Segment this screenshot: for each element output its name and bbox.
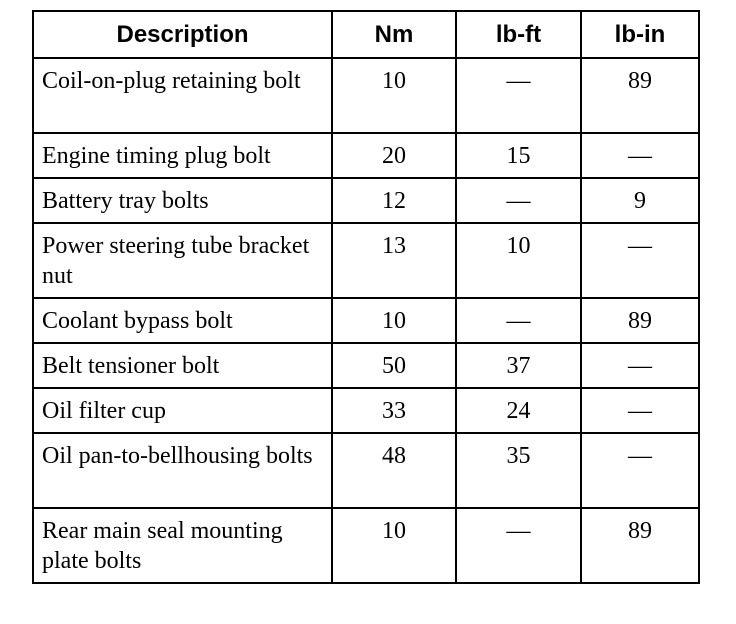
row-description: Engine timing plug bolt xyxy=(33,133,332,178)
row-lb-in-value: — xyxy=(581,388,699,433)
row-lb-ft-value: 24 xyxy=(456,388,581,433)
row-description: Coolant bypass bolt xyxy=(33,298,332,343)
table-header-row xyxy=(33,11,699,58)
row-nm-value: 13 xyxy=(332,223,456,298)
row-lb-in-value: — xyxy=(581,133,699,178)
row-description: Rear main seal mounting plate bolts xyxy=(33,508,332,583)
row-lb-ft-value: 37 xyxy=(456,343,581,388)
table-row xyxy=(33,58,699,133)
table-row xyxy=(33,388,699,433)
row-description: Oil filter cup xyxy=(33,388,332,433)
table-row xyxy=(33,433,699,508)
table-row xyxy=(33,298,699,343)
row-nm-value: 48 xyxy=(332,433,456,508)
column-header-lb-ft: lb-ft xyxy=(456,11,581,58)
row-lb-in-value: 9 xyxy=(581,178,699,223)
row-lb-ft-value: — xyxy=(456,508,581,583)
row-nm-value: 10 xyxy=(332,298,456,343)
table-row xyxy=(33,343,699,388)
row-nm-value: 10 xyxy=(332,58,456,133)
row-lb-ft-value: 10 xyxy=(456,223,581,298)
row-nm-value: 50 xyxy=(332,343,456,388)
row-lb-in-value: 89 xyxy=(581,508,699,583)
row-lb-ft-value: 15 xyxy=(456,133,581,178)
table-row xyxy=(33,178,699,223)
row-lb-ft-value: — xyxy=(456,298,581,343)
row-lb-ft-value: — xyxy=(456,58,581,133)
table-row xyxy=(33,223,699,298)
row-description: Battery tray bolts xyxy=(33,178,332,223)
row-nm-value: 10 xyxy=(332,508,456,583)
column-header-lb-in: lb-in xyxy=(581,11,699,58)
row-lb-in-value: 89 xyxy=(581,298,699,343)
row-description: Belt tensioner bolt xyxy=(33,343,332,388)
row-lb-in-value: — xyxy=(581,343,699,388)
row-lb-in-value: — xyxy=(581,223,699,298)
table-row xyxy=(33,133,699,178)
row-lb-in-value: 89 xyxy=(581,58,699,133)
row-nm-value: 33 xyxy=(332,388,456,433)
torque-spec-table xyxy=(32,10,700,584)
column-header-description: Description xyxy=(33,11,332,58)
row-lb-in-value: — xyxy=(581,433,699,508)
row-description: Power steering tube bracket nut xyxy=(33,223,332,298)
row-nm-value: 20 xyxy=(332,133,456,178)
column-header-nm: Nm xyxy=(332,11,456,58)
row-description: Coil-on-plug retaining bolt xyxy=(33,58,332,133)
row-description: Oil pan-to-bellhousing bolts xyxy=(33,433,332,508)
row-nm-value: 12 xyxy=(332,178,456,223)
row-lb-ft-value: 35 xyxy=(456,433,581,508)
table-row xyxy=(33,508,699,583)
row-lb-ft-value: — xyxy=(456,178,581,223)
